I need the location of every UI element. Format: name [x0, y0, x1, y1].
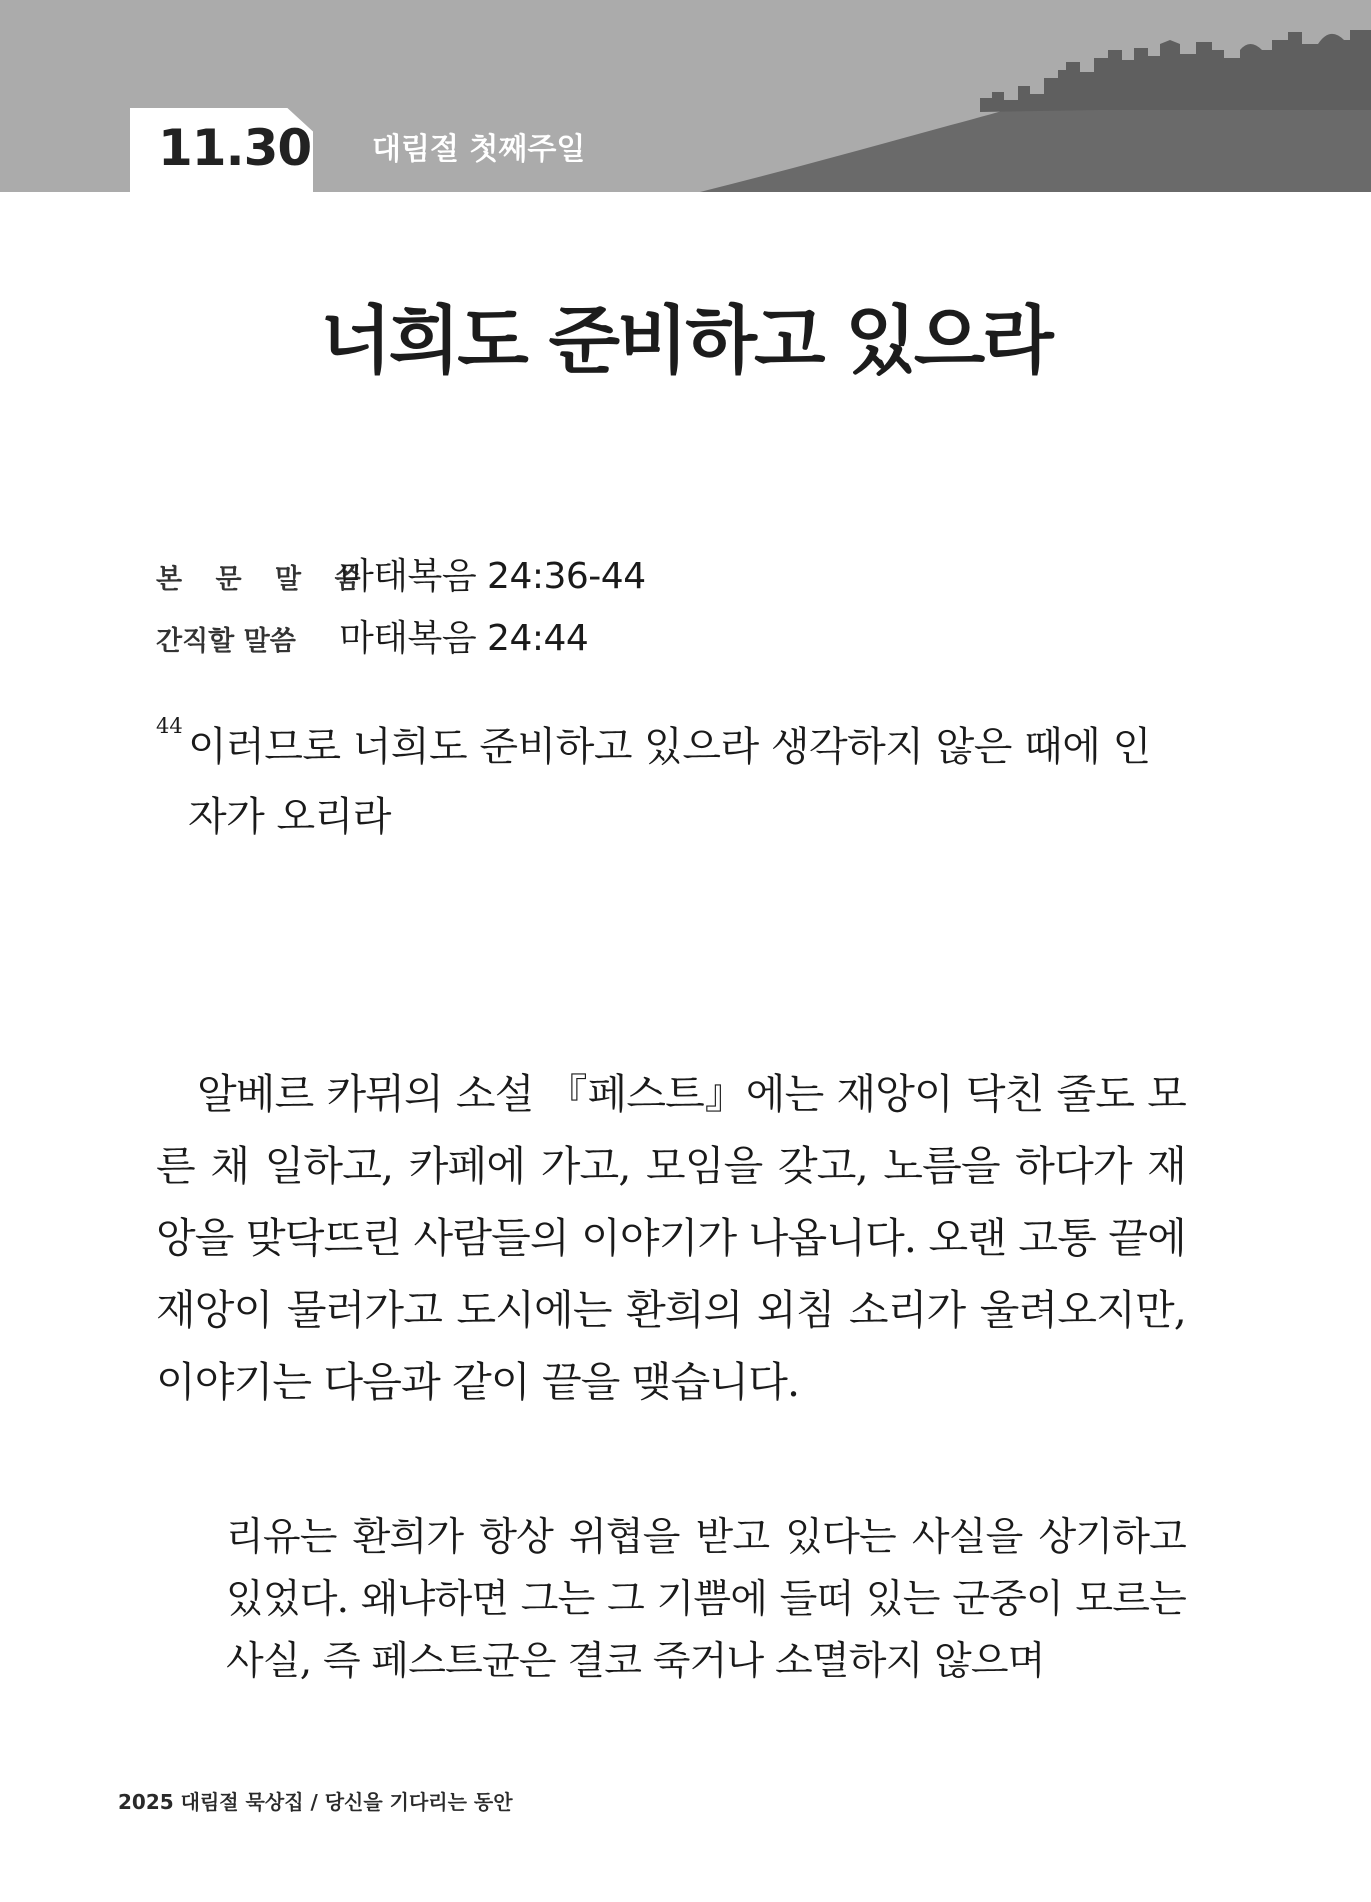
body-paragraph: 알베르 카뮈의 소설 『페스트』에는 재앙이 닥친 줄도 모른 채 일하고, 카페에 가고, 모임을 갖고, 노름을 하다가 재앙을 맞닥뜨린 사람들의 이야기가 나옵니다. 오랜 고통 끝에 재앙이 물러가고 도시에는 환희의 외침 소리가 울려오지만, 이야기는 다음과 같이 끝을 맺습니다.: [156, 1070, 1186, 1406]
main-scripture-row: [156, 548, 646, 598]
memory-verse-row: [156, 610, 588, 660]
main-scripture-value: 마태복음 24:36-44: [339, 556, 646, 597]
quote-paragraph: 리유는 환희가 항상 위협을 받고 있다는 사실을 상기하고 있었다. 왜냐하면 그는 그 기쁨에 들떠 있는 군중이 모르는 사실, 즉 페스트균은 결코 죽거나 소멸하지 않으며: [226, 1515, 1186, 1684]
memory-verse-value: 마태복음 24:44: [339, 618, 589, 659]
page-title: 너희도 준비하고 있으라: [320, 298, 1051, 384]
verse-number: 44: [156, 714, 183, 738]
verse-block: [156, 712, 1186, 852]
date-label: 11.30: [158, 119, 312, 177]
season-label: 대림절 첫째주일: [372, 132, 586, 167]
memory-verse-label: 간직할 말씀: [156, 626, 296, 657]
main-scripture-label: 본 문 말 씀: [156, 564, 373, 595]
verse-text: 이러므로 너희도 준비하고 있으라 생각하지 않은 때에 인자가 오리라: [188, 724, 1151, 840]
footer-book-title: 2025 대림절 묵상집 / 당신을 기다리는 동안: [118, 1790, 513, 1814]
